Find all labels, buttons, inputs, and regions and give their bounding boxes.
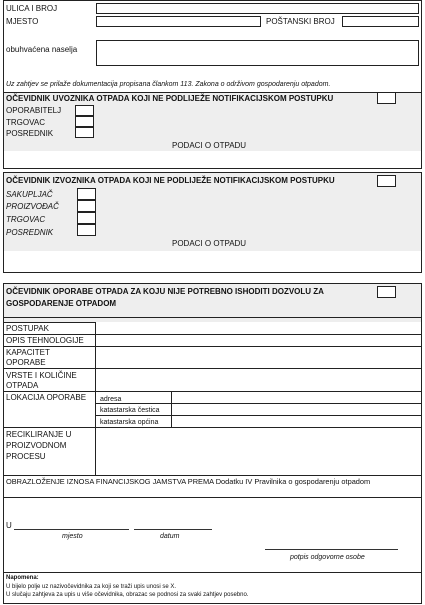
exporter-select-box[interactable] xyxy=(377,175,396,187)
recycling-label-3: PROCESU xyxy=(6,452,46,461)
recycling-label-1: RECIKLIRANJE U xyxy=(6,430,72,439)
exporter-role-broker-box[interactable] xyxy=(77,224,96,236)
capacity-field[interactable] xyxy=(96,347,421,368)
city-label: MJESTO xyxy=(6,17,39,26)
date-caption: datum xyxy=(160,533,180,540)
recovery-title-line2: GOSPODARENJE OTPADOM xyxy=(6,299,117,308)
location-parcel-label: katastarska čestica xyxy=(100,407,160,414)
postal-code-label: POŠTANSKI BROJ xyxy=(266,17,335,26)
technology-field[interactable] xyxy=(96,335,421,346)
location-municipality-label: katastarska općina xyxy=(100,419,159,426)
location-parcel-field[interactable] xyxy=(172,404,421,415)
exporter-title: OČEVIDNIK IZVOZNIKA OTPADA KOJI NE PODLIJEŽE NOTIFIKACIJSKOM POSTUPKU xyxy=(6,176,335,185)
divider xyxy=(4,475,421,476)
exporter-role-trader-box[interactable] xyxy=(77,212,96,224)
street-label: ULICA I BROJ xyxy=(6,4,58,13)
exporter-role-collector-box[interactable] xyxy=(77,188,96,200)
postal-code-field[interactable] xyxy=(342,16,419,27)
exporter-role-trader: TRGOVAC xyxy=(6,215,46,224)
types-field[interactable] xyxy=(96,369,421,391)
place-caption: mjesto xyxy=(62,533,83,540)
importer-waste-data-field[interactable] xyxy=(4,151,421,168)
recycling-label-2: PROIZVODNOM xyxy=(6,441,67,450)
importer-role-recoverer-box[interactable] xyxy=(75,105,94,116)
exporter-role-producer: PROIZVOĐAČ xyxy=(6,202,59,211)
exporter-waste-data-label: PODACI O OTPADU xyxy=(172,239,247,248)
signature-line[interactable] xyxy=(265,549,398,550)
financial-guarantee-label: OBRAZLOŽENJE IZNOSA FINANCIJSKOG JAMSTVA PREMA Dodatku IV Pravilnika o gospodarenju otpadom xyxy=(6,477,371,486)
exporter-role-producer-box[interactable] xyxy=(77,200,96,212)
location-label: LOKACIJA OPORABE xyxy=(6,393,87,402)
exporter-role-collector: SAKUPLJAČ xyxy=(6,190,53,199)
settlements-field[interactable] xyxy=(96,40,419,66)
recycling-field[interactable] xyxy=(96,428,421,475)
location-address-field[interactable] xyxy=(172,392,421,403)
importer-role-broker: POSREDNIK xyxy=(6,129,54,138)
capacity-label-2: OPORABE xyxy=(6,358,46,367)
location-municipality-field[interactable] xyxy=(172,416,421,427)
recovery-select-box[interactable] xyxy=(377,286,396,298)
place-prefix: U xyxy=(6,521,12,530)
importer-title: OČEVIDNIK UVOZNIKA OTPADA KOJI NE PODLIJEŽE NOTIFIKACIJSKOM POSTUPKU xyxy=(6,94,334,103)
exporter-role-broker: POSREDNIK xyxy=(6,228,54,237)
notes-title: Napomena: xyxy=(6,575,39,581)
importer-role-trader-box[interactable] xyxy=(75,116,94,127)
notes-line-1: U bijelo polje uz nazivočevidnika za koji se traži upis unosi se X. xyxy=(6,584,177,590)
date-line[interactable] xyxy=(134,529,212,530)
location-address-label: adresa xyxy=(100,396,122,403)
types-label-2: OTPADA xyxy=(6,381,39,390)
procedure-label: POSTUPAK xyxy=(6,324,49,333)
notes-line-2: U slučaju zahtjeva za upis u više očevidnika, obrazac se podnosi za svaki zahtjev posebno. xyxy=(6,592,249,598)
street-field[interactable] xyxy=(96,3,419,14)
types-label-1: VRSTE I KOLIČINE xyxy=(6,371,77,380)
importer-role-trader: TRGOVAC xyxy=(6,118,45,127)
technology-label: OPIS TEHNOLOGIJE xyxy=(6,336,84,345)
importer-waste-data-label: PODACI O OTPADU xyxy=(172,141,247,150)
place-line[interactable] xyxy=(14,529,129,530)
settlements-label: obuhvaćena naselja xyxy=(6,45,78,54)
importer-role-recoverer: OPORABITELJ xyxy=(6,106,62,115)
signature-caption: potpis odgovorne osobe xyxy=(290,554,365,561)
importer-role-broker-box[interactable] xyxy=(75,127,94,138)
exporter-waste-data-field[interactable] xyxy=(4,251,421,272)
documentation-notice: Uz zahtjev se prilaže dokumentacija propisana člankom 113. Zakona o održivom gospodarenju otpadom. xyxy=(6,81,331,88)
financial-guarantee-field[interactable] xyxy=(4,487,421,497)
city-field[interactable] xyxy=(96,16,261,27)
capacity-label-1: KAPACITET xyxy=(6,348,50,357)
importer-select-box[interactable] xyxy=(377,92,396,104)
recovery-title-line1: OČEVIDNIK OPORABE OTPADA ZA KOJU NIJE POTREBNO ISHODITI DOZVOLU ZA xyxy=(6,287,324,296)
procedure-field[interactable] xyxy=(96,322,421,334)
